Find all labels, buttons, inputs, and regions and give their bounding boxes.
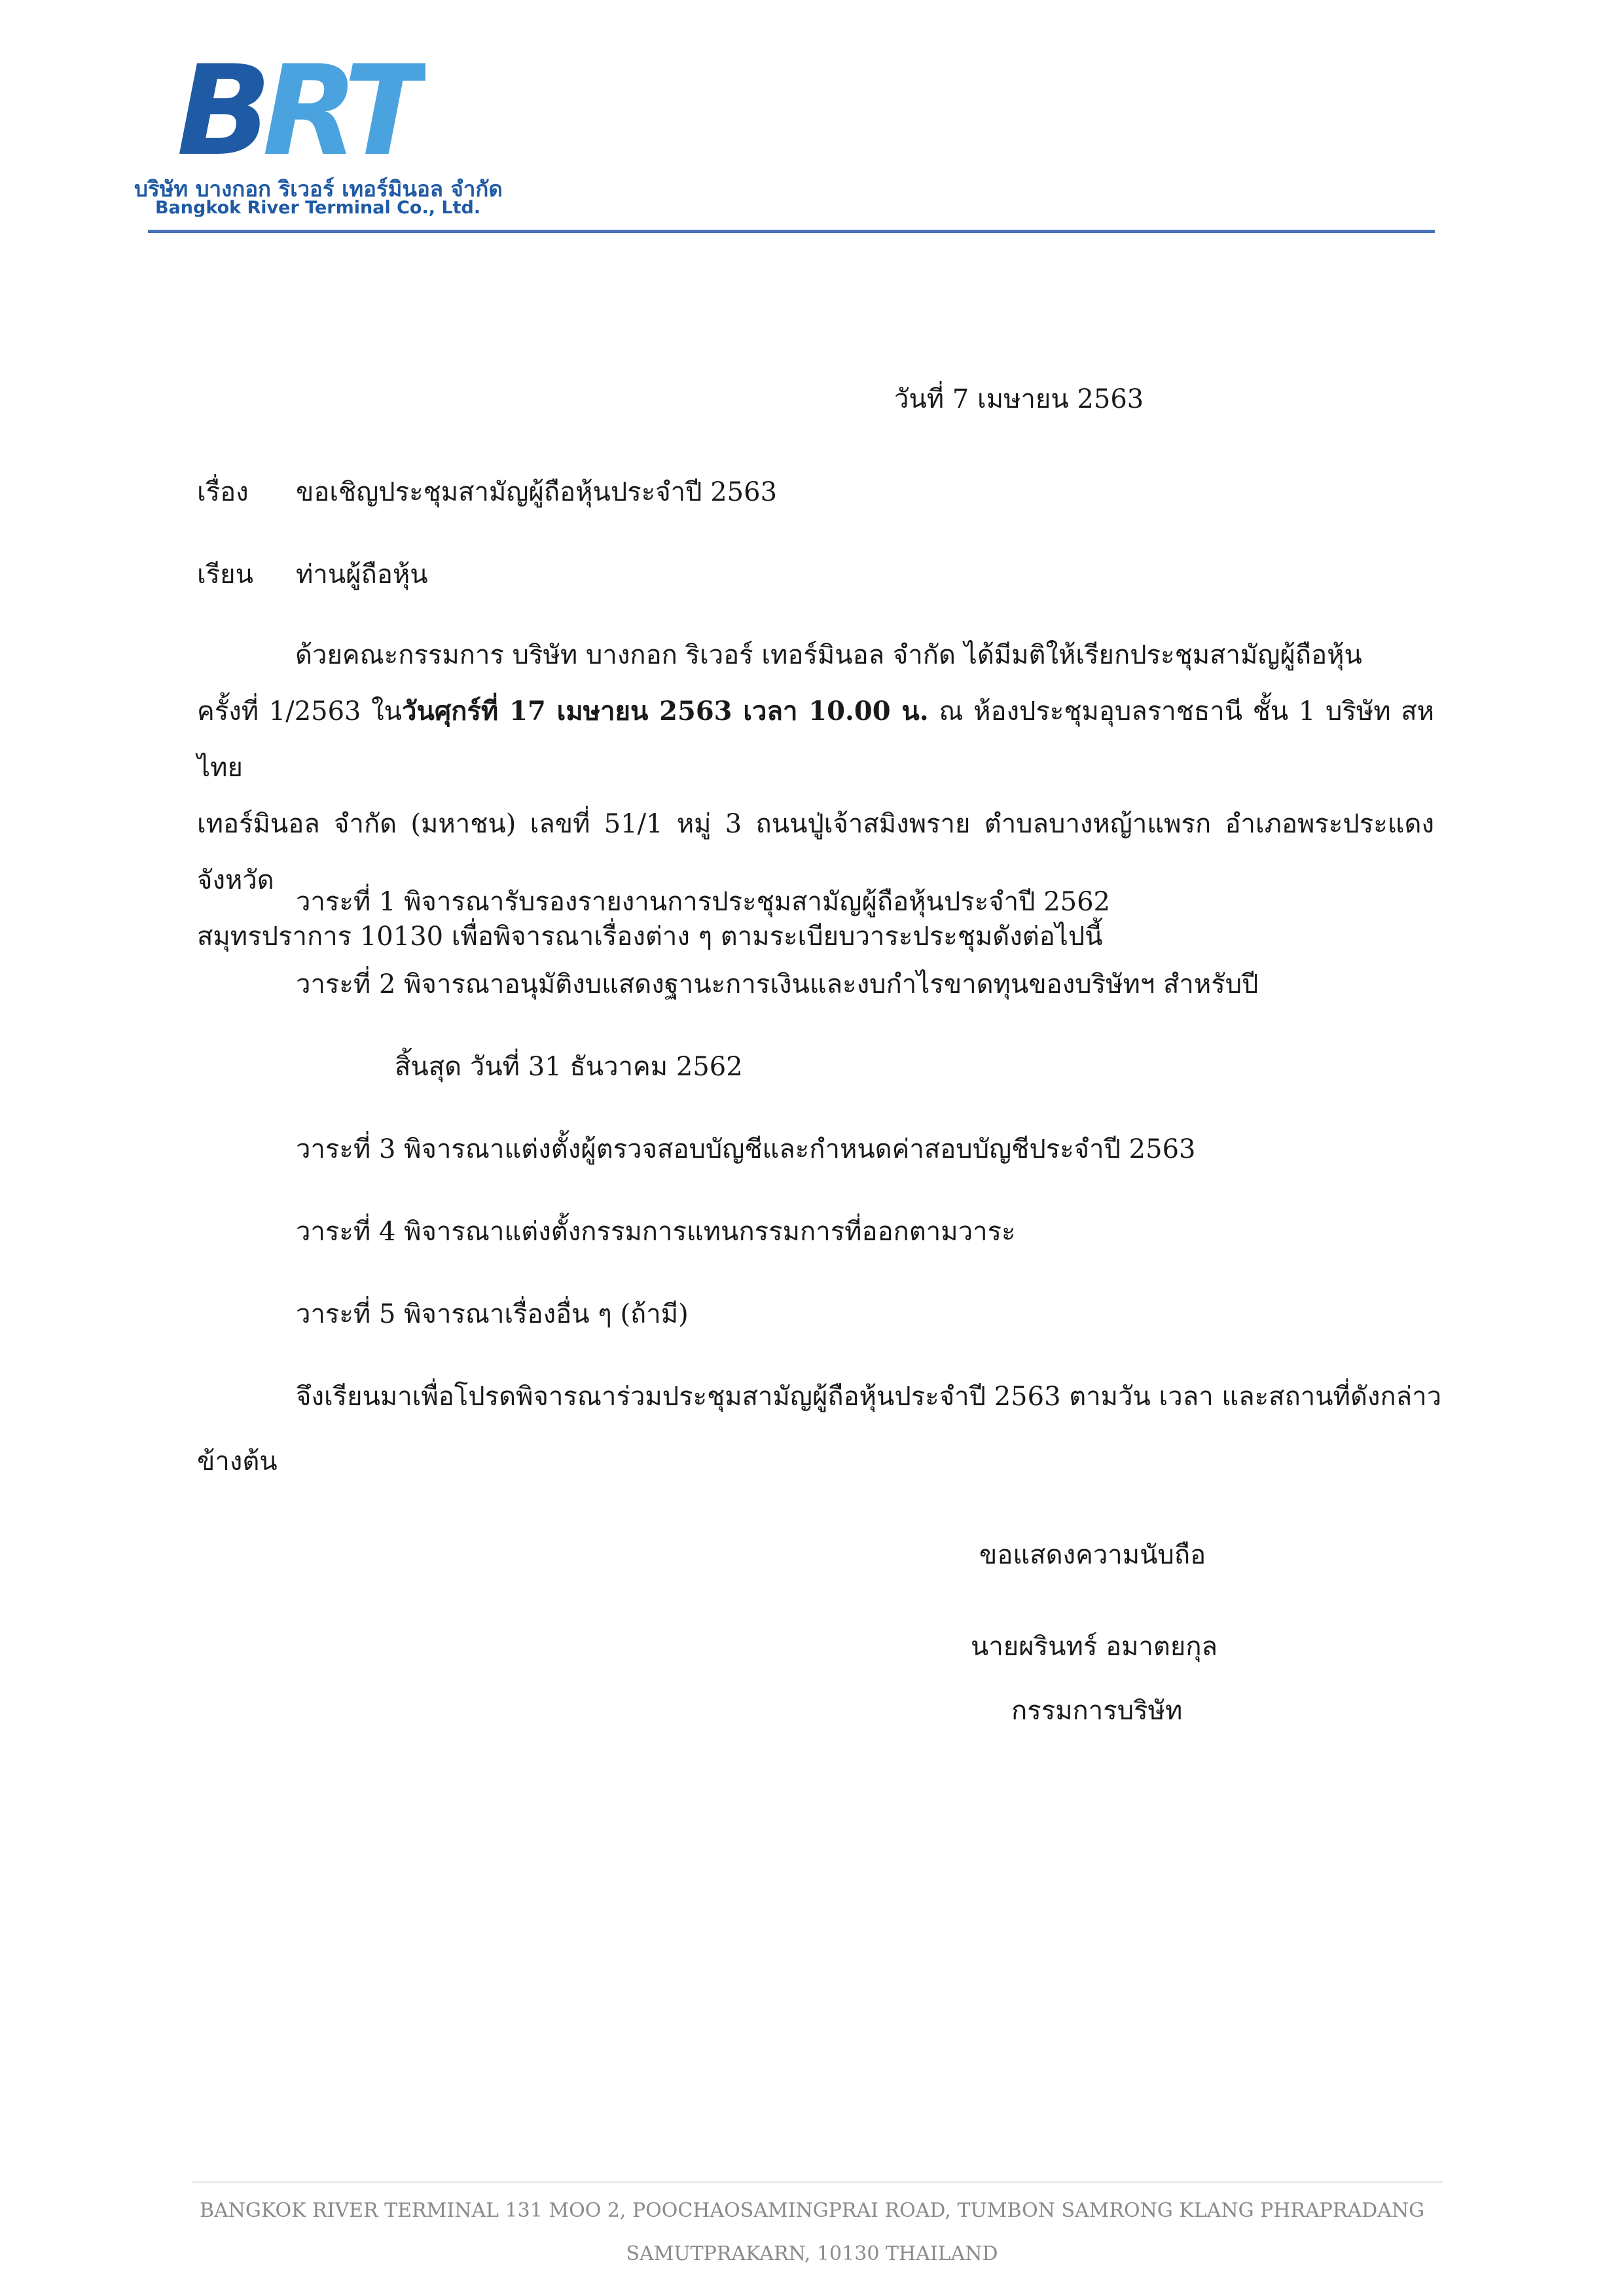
signer-name: นายผรินทร์ อมาตยกุล	[971, 1632, 1218, 1662]
intro-line-2-end: ณ ห้องประชุมอุบลราชธานี ชั้น 1 บริษัท สหไทย	[197, 696, 1435, 783]
letter-date: วันที่ 7 เมษายน 2563	[894, 384, 1144, 414]
company-name-english: Bangkok River Terminal Co., Ltd.	[155, 198, 481, 218]
signer-title: กรรมการบริษัท	[1011, 1696, 1183, 1726]
header-divider	[148, 230, 1435, 233]
brt-logo	[177, 62, 425, 160]
recipient-label: เรียน	[197, 560, 253, 590]
agenda-item-3: วาระที่ 3 พิจารณาแต่งตั้งผู้ตรวจสอบบัญชีและกำหนดค่าสอบบัญชีประจำปี 2563	[296, 1134, 1196, 1164]
subject-text: ขอเชิญประชุมสามัญผู้ถือหุ้นประจำปี 2563	[296, 477, 778, 507]
agenda-item-2-continued: สิ้นสุด วันที่ 31 ธันวาคม 2562	[395, 1052, 743, 1082]
recipient-text: ท่านผู้ถือหุ้น	[296, 560, 428, 590]
closing-line-2: ข้างต้น	[197, 1446, 278, 1477]
agenda-item-4: วาระที่ 4 พิจารณาแต่งตั้งกรรมการแทนกรรมการที่ออกตามวาระ	[296, 1217, 1016, 1247]
closing-line-1: จึงเรียนมาเพื่อโปรดพิจารณาร่วมประชุมสามัญผู้ถือหุ้นประจำปี 2563 ตามวัน เวลา และสถานที่ดังกล่าว	[296, 1382, 1442, 1412]
svg-text:BRT: BRT	[177, 62, 420, 160]
agenda-item-2: วาระที่ 2 พิจารณาอนุมัติงบแสดงฐานะการเงินและงบกำไรขาดทุนของบริษัทฯ สำหรับปี	[296, 969, 1259, 999]
subject-label: เรื่อง	[197, 477, 249, 507]
agenda-item-1: วาระที่ 1 พิจารณารับรองรายงานการประชุมสามัญผู้ถือหุ้นประจำปี 2562	[296, 887, 1111, 917]
agenda-item-5: วาระที่ 5 พิจารณาเรื่องอื่น ๆ (ถ้ามี)	[296, 1299, 689, 1329]
intro-line-1: ด้วยคณะกรรมการ บริษัท บางกอก ริเวอร์ เทอร์มินอล จำกัด ได้มีมติให้เรียกประชุมสามัญผู้ถือหุ้น	[295, 640, 1362, 670]
intro-line-2	[197, 683, 1434, 796]
company-name-thai: บริษัท บางกอก ริเวอร์ เทอร์มินอล จำกัด	[134, 176, 503, 202]
footer-address-line-1: BANGKOK RIVER TERMINAL 131 MOO 2, POOCHAOSAMINGPRAI ROAD, TUMBON SAMRONG KLANG PHRAPRADANG	[199, 2199, 1425, 2222]
intro-line-4: สมุทรปราการ 10130 เพื่อพิจารณาเรื่องต่าง ๆ ตามระเบียบวาระประชุมดังต่อไปนี้	[197, 922, 1103, 952]
footer-address-line-2: SAMUTPRAKARN, 10130 THAILAND	[626, 2242, 998, 2265]
regards-text: ขอแสดงความนับถือ	[979, 1540, 1206, 1570]
intro-line-2-start: ครั้งที่ 1/2563 ใน	[197, 696, 403, 726]
footer-divider	[192, 2181, 1443, 2183]
intro-line-3: เทอร์มินอล จำกัด (มหาชน) เลขที่ 51/1 หมู่ 3 ถนนปู่เจ้าสมิงพราย ตำบลบางหญ้าแพรก อำเภอพระประแดง จังหวัด	[197, 809, 1434, 895]
meeting-datetime: วันศุกร์ที่ 17 เมษายน 2563 เวลา 10.00 น.	[402, 696, 929, 726]
